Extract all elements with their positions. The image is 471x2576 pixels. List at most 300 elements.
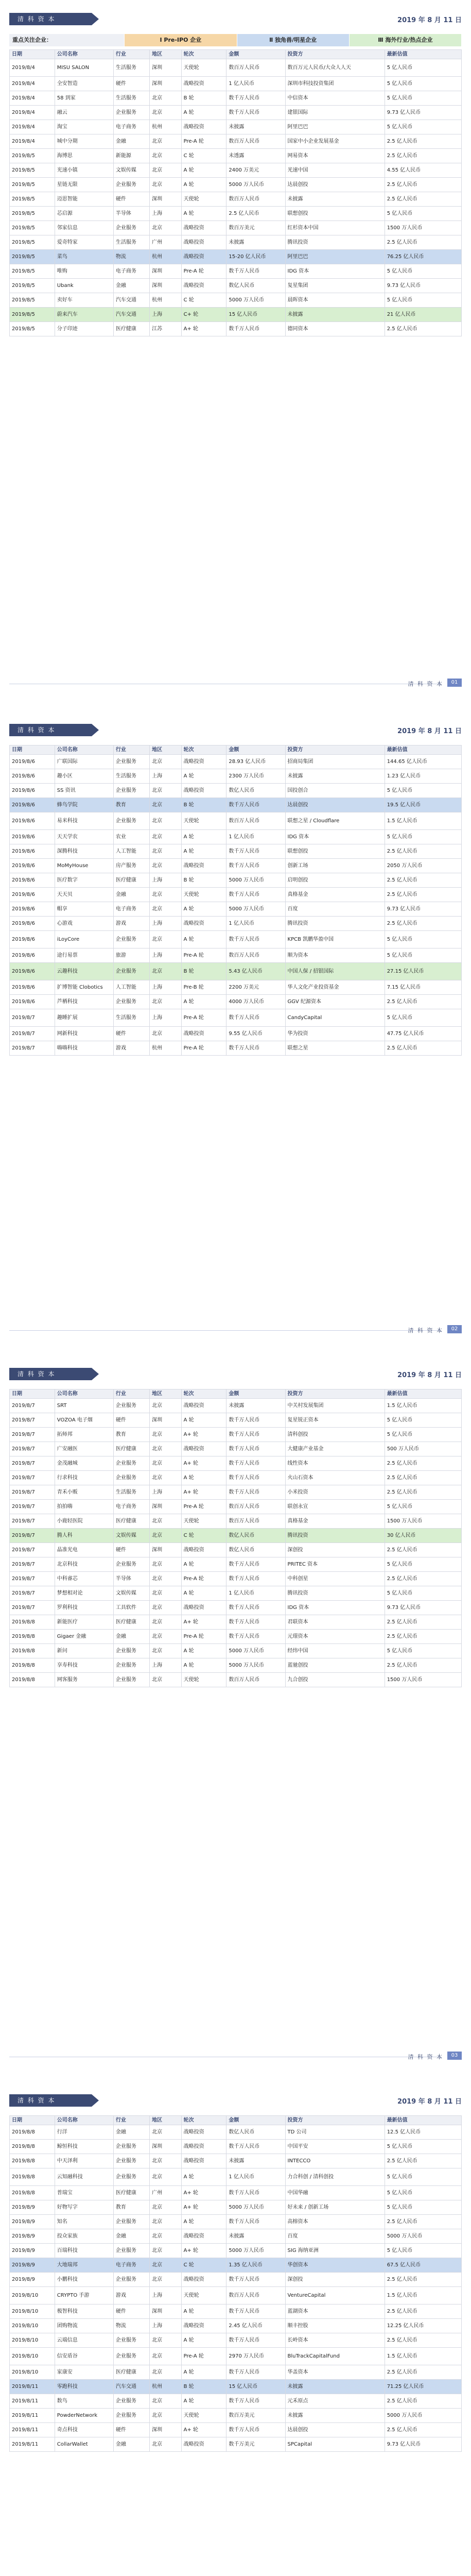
round-cell: A+ 轮 xyxy=(181,2244,226,2258)
amount-cell: 数百万人民币 xyxy=(226,948,285,963)
round-cell: 天使轮 xyxy=(181,1673,226,1687)
industry-cell: 医疗健康 xyxy=(113,1615,149,1630)
column-header-investor: 投资方 xyxy=(285,745,385,755)
round-cell: A 轮 xyxy=(181,1413,226,1428)
table-row xyxy=(10,784,462,798)
report-page-2 xyxy=(0,711,471,1345)
investor-cell: 长岭资本 xyxy=(285,2333,385,2348)
company-cell: 拍拍嗨 xyxy=(55,1500,113,1514)
valuation-cell: 2.5 亿人民币 xyxy=(385,322,461,336)
column-header-industry: 行业 xyxy=(113,2116,149,2125)
amount-cell: 15 亿人民币 xyxy=(226,308,285,322)
legend-item-unicorn: Ⅱ 独角兽/明星企业 xyxy=(237,34,350,46)
valuation-cell: 2.5 亿人民币 xyxy=(385,235,461,250)
investor-cell: 创新工场 xyxy=(285,859,385,873)
amount-cell: 数亿人民币 xyxy=(226,1529,285,1543)
investor-cell: 大健康产业基金 xyxy=(285,1442,385,1456)
region-cell: 北京 xyxy=(150,798,181,812)
company-cell: 深腾科技 xyxy=(55,844,113,859)
company-cell: 菜鸟 xyxy=(55,250,113,264)
date-cell: 2019/8/4 xyxy=(10,106,55,120)
investor-cell: 顺丰控股 xyxy=(285,2319,385,2333)
round-cell: A 轮 xyxy=(181,1471,226,1485)
date-cell: 2019/8/7 xyxy=(10,1485,55,1500)
industry-cell: 游戏 xyxy=(113,2287,149,2304)
date-cell: 2019/8/7 xyxy=(10,1601,55,1615)
investor-cell: 国投创合 xyxy=(285,784,385,798)
amount-cell: 15-20 亿人民币 xyxy=(226,250,285,264)
report-date: 2019 年 8 月 11 日 xyxy=(397,727,462,735)
valuation-cell: 12.25 亿人民币 xyxy=(385,2319,461,2333)
investor-cell: 未披露 xyxy=(285,308,385,322)
date-cell: 2019/8/7 xyxy=(10,1500,55,1514)
table-row xyxy=(10,2437,462,2452)
region-cell: 北京 xyxy=(150,163,181,178)
investor-cell: 火山石资本 xyxy=(285,1471,385,1485)
company-cell: CRYPTO 手游 xyxy=(55,2287,113,2304)
investor-cell: 未披露 xyxy=(285,2380,385,2394)
report-date: 2019 年 8 月 11 日 xyxy=(397,1371,462,1379)
region-cell: 北京 xyxy=(150,2348,181,2365)
industry-cell: 电子商务 xyxy=(113,1500,149,1514)
date-cell: 2019/8/7 xyxy=(10,1041,55,1056)
industry-cell: 电子商务 xyxy=(113,120,149,134)
industry-cell: 金融 xyxy=(113,888,149,902)
round-cell: A 轮 xyxy=(181,1557,226,1572)
region-cell: 北京 xyxy=(150,91,181,106)
column-header-investor: 投资方 xyxy=(285,1389,385,1399)
investor-cell: 网易资本 xyxy=(285,149,385,163)
investor-cell: 复星锐正资本 xyxy=(285,1413,385,1428)
investor-cell: IDG 资本 xyxy=(285,264,385,279)
table-row xyxy=(10,134,462,149)
industry-cell: 文娱传媒 xyxy=(113,1529,149,1543)
region-cell: 北京 xyxy=(150,1673,181,1687)
footer-text: 清 科 资 本 xyxy=(408,1327,443,1334)
investor-cell: 清科创投 xyxy=(285,1428,385,1442)
company-cell: 蔚来汽车 xyxy=(55,308,113,322)
investor-cell: 联想之星 xyxy=(285,1041,385,1056)
round-cell: 战略投资 xyxy=(181,2154,226,2168)
region-cell: 北京 xyxy=(150,1557,181,1572)
footer-text: 清 科 资 本 xyxy=(408,2054,443,2060)
date-cell: 2019/8/6 xyxy=(10,812,55,830)
page-footer xyxy=(9,1324,462,1336)
table-row xyxy=(10,120,462,134)
investor-cell: IDG 资本 xyxy=(285,830,385,844)
valuation-cell: 27.15 亿人民币 xyxy=(385,963,461,980)
region-cell: 北京 xyxy=(150,784,181,798)
table-row xyxy=(10,163,462,178)
region-cell: 上海 xyxy=(150,917,181,931)
table-row xyxy=(10,250,462,264)
table-row xyxy=(10,931,462,948)
industry-cell: 汽车交通 xyxy=(113,2380,149,2394)
investor-cell: 国家中小企业发展基金 xyxy=(285,134,385,149)
company-cell: 芯启源 xyxy=(55,207,113,221)
column-header-company: 公司名称 xyxy=(55,2116,113,2125)
valuation-cell: 2.5 亿人民币 xyxy=(385,1658,461,1673)
region-cell: 北京 xyxy=(150,1572,181,1586)
region-cell: 上海 xyxy=(150,948,181,963)
company-cell: 帽享 xyxy=(55,902,113,917)
table-row xyxy=(10,2258,462,2273)
industry-cell: 企业服务 xyxy=(113,2394,149,2409)
date-cell: 2019/8/5 xyxy=(10,264,55,279)
company-cell: 卖好车 xyxy=(55,293,113,308)
column-header-region: 地区 xyxy=(150,50,181,59)
investor-cell: 晨晖资本 xyxy=(285,293,385,308)
round-cell: Pre-A 轮 xyxy=(181,2348,226,2365)
investor-cell: 红杉资本中国 xyxy=(285,221,385,235)
round-cell: A+ 轮 xyxy=(181,2186,226,2200)
region-cell: 杭州 xyxy=(150,1041,181,1056)
round-cell: 战略投资 xyxy=(181,235,226,250)
table-row xyxy=(10,1601,462,1615)
round-cell: B 轮 xyxy=(181,91,226,106)
table-row xyxy=(10,859,462,873)
investor-cell: 中关村发展集团 xyxy=(285,1399,385,1413)
table-row xyxy=(10,2380,462,2394)
date-cell: 2019/8/7 xyxy=(10,1027,55,1041)
industry-cell: 生活服务 xyxy=(113,769,149,784)
amount-cell: 5000 万人民币 xyxy=(226,902,285,917)
amount-cell: 数千万人民币 xyxy=(226,2304,285,2319)
table-row xyxy=(10,2168,462,2186)
valuation-cell: 19.5 亿人民币 xyxy=(385,798,461,812)
column-header-date: 日期 xyxy=(10,745,55,755)
valuation-cell: 5 亿人民币 xyxy=(385,784,461,798)
company-cell: 鲸恒科技 xyxy=(55,2140,113,2154)
amount-cell: 未透露 xyxy=(226,149,285,163)
investor-cell: 腾讯投资 xyxy=(285,1529,385,1543)
table-row xyxy=(10,980,462,995)
round-cell: 战略投资 xyxy=(181,1442,226,1456)
investor-cell: 深创投 xyxy=(285,2273,385,2287)
company-cell: 奇点科技 xyxy=(55,2423,113,2437)
region-cell: 深圳 xyxy=(150,192,181,207)
amount-cell: 数千万人民币 xyxy=(226,2394,285,2409)
page-header xyxy=(9,1366,462,1382)
industry-cell: 金融 xyxy=(113,1630,149,1644)
company-cell: 医疗数字 xyxy=(55,873,113,888)
industry-cell: 金融 xyxy=(113,134,149,149)
valuation-cell: 1.5 亿人民币 xyxy=(385,2287,461,2304)
industry-cell: 工具软件 xyxy=(113,1601,149,1615)
round-cell: B 轮 xyxy=(181,2380,226,2394)
round-cell: 战略投资 xyxy=(181,859,226,873)
company-cell: 拓师邦 xyxy=(55,1428,113,1442)
region-cell: 上海 xyxy=(150,2319,181,2333)
company-cell: 唯购 xyxy=(55,264,113,279)
company-cell: 趣睡扩展 xyxy=(55,1009,113,1027)
round-cell: A 轮 xyxy=(181,2365,226,2380)
amount-cell: 数千万人民币 xyxy=(226,1601,285,1615)
amount-cell: 数千万人民币 xyxy=(226,1413,285,1428)
round-cell: Pre-A 轮 xyxy=(181,264,226,279)
investor-cell: 君联资本 xyxy=(285,1615,385,1630)
date-cell: 2019/8/8 xyxy=(10,1673,55,1687)
industry-cell: 电子商务 xyxy=(113,902,149,917)
investor-cell: 真格基金 xyxy=(285,888,385,902)
round-cell: 战略投资 xyxy=(181,1543,226,1557)
industry-cell: 新能源 xyxy=(113,149,149,163)
amount-cell: 5000 万人民币 xyxy=(226,1658,285,1673)
company-cell: 享寿科技 xyxy=(55,1658,113,1673)
company-cell: Gigaer 金融 xyxy=(55,1630,113,1644)
round-cell: A 轮 xyxy=(181,769,226,784)
round-cell: Pre-A 轮 xyxy=(181,1630,226,1644)
amount-cell: 数百万美元 xyxy=(226,2409,285,2423)
region-cell: 上海 xyxy=(150,980,181,995)
company-cell: 极智科技 xyxy=(55,2304,113,2319)
table-row xyxy=(10,2273,462,2287)
amount-cell: 数千万人民币 xyxy=(226,91,285,106)
valuation-cell: 2.5 亿人民币 xyxy=(385,1041,461,1056)
valuation-cell: 2.5 亿人民币 xyxy=(385,2423,461,2437)
date-cell: 2019/8/8 xyxy=(10,2125,55,2140)
company-cell: 百瑞科技 xyxy=(55,2244,113,2258)
table-row xyxy=(10,2200,462,2215)
round-cell: 战略投资 xyxy=(181,221,226,235)
date-cell: 2019/8/7 xyxy=(10,1529,55,1543)
amount-cell: 9.55 亿人民币 xyxy=(226,1027,285,1041)
round-cell: A 轮 xyxy=(181,2394,226,2409)
round-cell: A 轮 xyxy=(181,1644,226,1658)
company-cell: 易米科技 xyxy=(55,812,113,830)
date-cell: 2019/8/10 xyxy=(10,2348,55,2365)
amount-cell: 5000 万人民币 xyxy=(226,2200,285,2215)
round-cell: A 轮 xyxy=(181,163,226,178)
table-row xyxy=(10,1673,462,1687)
valuation-cell: 1500 万人民币 xyxy=(385,1514,461,1529)
valuation-cell: 5 亿人民币 xyxy=(385,2168,461,2186)
industry-cell: 电子商务 xyxy=(113,2258,149,2273)
round-cell: A+ 轮 xyxy=(181,1615,226,1630)
date-cell: 2019/8/8 xyxy=(10,2140,55,2154)
valuation-cell: 500 万人民币 xyxy=(385,1442,461,1456)
deals-table-4 xyxy=(9,2115,462,2452)
industry-cell: 生活服务 xyxy=(113,91,149,106)
amount-cell: 数千万人民币 xyxy=(226,1630,285,1644)
valuation-cell: 2050 万人民币 xyxy=(385,859,461,873)
column-header-amount: 金额 xyxy=(226,50,285,59)
investor-cell: 高榕资本 xyxy=(285,2215,385,2229)
valuation-cell: 2.5 亿人民币 xyxy=(385,178,461,192)
round-cell: 天使轮 xyxy=(181,888,226,902)
valuation-cell: 5 亿人民币 xyxy=(385,2186,461,2200)
table-header-row xyxy=(10,1389,462,1399)
investor-cell: 中国华融 xyxy=(285,2186,385,2200)
amount-cell: 数千万人民币 xyxy=(226,859,285,873)
region-cell: 北京 xyxy=(150,1456,181,1471)
amount-cell: 数千万人民币 xyxy=(226,2215,285,2229)
table-row xyxy=(10,2319,462,2333)
valuation-cell: 1500 万人民币 xyxy=(385,1673,461,1687)
valuation-cell: 2.5 亿人民币 xyxy=(385,2394,461,2409)
industry-cell: 企业服务 xyxy=(113,1673,149,1687)
amount-cell: 28.93 亿人民币 xyxy=(226,755,285,769)
industry-cell: 企业服务 xyxy=(113,1399,149,1413)
amount-cell: 5000 万人民币 xyxy=(226,178,285,192)
date-cell: 2019/8/5 xyxy=(10,279,55,293)
company-cell: 光速小镇 xyxy=(55,163,113,178)
date-cell: 2019/8/10 xyxy=(10,2319,55,2333)
table-row xyxy=(10,1009,462,1027)
region-cell: 北京 xyxy=(150,134,181,149)
region-cell: 北京 xyxy=(150,1529,181,1543)
company-cell: 天天学农 xyxy=(55,830,113,844)
table-row xyxy=(10,1027,462,1041)
legend-item-pre-ipo: Ⅰ Pre-IPO 企业 xyxy=(125,34,237,46)
investor-cell: IDG 资本 xyxy=(285,1601,385,1615)
date-cell: 2019/8/6 xyxy=(10,902,55,917)
table-row xyxy=(10,293,462,308)
table-row xyxy=(10,1658,462,1673)
date-cell: 2019/8/7 xyxy=(10,1586,55,1601)
company-cell: SS 资讯 xyxy=(55,784,113,798)
investor-cell: 力合科创 / 清科创投 xyxy=(285,2168,385,2186)
round-cell: 天使轮 xyxy=(181,812,226,830)
table-row xyxy=(10,902,462,917)
amount-cell: 数亿人民币 xyxy=(226,279,285,293)
date-cell: 2019/8/11 xyxy=(10,2394,55,2409)
page-footer xyxy=(9,2050,462,2063)
round-cell: 天使轮 xyxy=(181,192,226,207)
footer-text: 清 科 资 本 xyxy=(408,681,443,687)
amount-cell: 数千万人民币 xyxy=(226,2140,285,2154)
valuation-cell: 5 亿人民币 xyxy=(385,1500,461,1514)
round-cell: C 轮 xyxy=(181,149,226,163)
industry-cell: 硬件 xyxy=(113,2423,149,2437)
round-cell: A 轮 xyxy=(181,902,226,917)
investor-cell: 达晨创投 xyxy=(285,2423,385,2437)
valuation-cell: 9.73 亿人民币 xyxy=(385,902,461,917)
amount-cell: 未披露 xyxy=(226,2154,285,2168)
investor-cell: SIG 海纳亚洲 xyxy=(285,2244,385,2258)
round-cell: 天使轮 xyxy=(181,1514,226,1529)
valuation-cell: 2.5 亿人民币 xyxy=(385,995,461,1009)
date-cell: 2019/8/4 xyxy=(10,59,55,77)
investor-cell: 腾讯投资 xyxy=(285,1586,385,1601)
amount-cell: 2300 万人民币 xyxy=(226,769,285,784)
industry-cell: 企业服务 xyxy=(113,2409,149,2423)
investor-cell: 百度 xyxy=(285,2229,385,2244)
amount-cell: 5.43 亿人民币 xyxy=(226,963,285,980)
company-cell: 全安智造 xyxy=(55,77,113,91)
date-cell: 2019/8/5 xyxy=(10,308,55,322)
table-row xyxy=(10,235,462,250)
amount-cell: 数千万人民币 xyxy=(226,1615,285,1630)
amount-cell: 数千万人民币 xyxy=(226,1442,285,1456)
company-cell: 扩博智能 Clobotics xyxy=(55,980,113,995)
date-cell: 2019/8/7 xyxy=(10,1514,55,1529)
valuation-cell: 2.5 亿人民币 xyxy=(385,1456,461,1471)
table-row xyxy=(10,178,462,192)
table-row xyxy=(10,2333,462,2348)
region-cell: 深圳 xyxy=(150,59,181,77)
region-cell: 北京 xyxy=(150,2409,181,2423)
round-cell: 战略投资 xyxy=(181,1601,226,1615)
industry-cell: 硬件 xyxy=(113,1413,149,1428)
amount-cell: 1 亿人民币 xyxy=(226,1586,285,1601)
round-cell: A+ 轮 xyxy=(181,1456,226,1471)
page-header xyxy=(9,2093,462,2108)
table-row xyxy=(10,948,462,963)
round-cell: 战略投资 xyxy=(181,2125,226,2140)
region-cell: 北京 xyxy=(150,2200,181,2215)
round-cell: A 轮 xyxy=(181,178,226,192)
valuation-cell: 5 亿人民币 xyxy=(385,91,461,106)
report-date: 2019 年 8 月 11 日 xyxy=(397,16,462,24)
valuation-cell: 2.5 亿人民币 xyxy=(385,1543,461,1557)
date-cell: 2019/8/9 xyxy=(10,2273,55,2287)
industry-cell: 游戏 xyxy=(113,1041,149,1056)
region-cell: 北京 xyxy=(150,1630,181,1644)
region-cell: 北京 xyxy=(150,844,181,859)
region-cell: 北京 xyxy=(150,2229,181,2244)
date-cell: 2019/8/9 xyxy=(10,2244,55,2258)
region-cell: 北京 xyxy=(150,2215,181,2229)
report-page-4 xyxy=(0,2081,471,2576)
investor-cell: 未披露 xyxy=(285,2409,385,2423)
region-cell: 北京 xyxy=(150,2365,181,2380)
table-row xyxy=(10,207,462,221)
date-cell: 2019/8/11 xyxy=(10,2437,55,2452)
amount-cell: 5000 万人民币 xyxy=(226,2244,285,2258)
round-cell: 天使轮 xyxy=(181,2409,226,2423)
amount-cell: 1 亿人民币 xyxy=(226,917,285,931)
region-cell: 深圳 xyxy=(150,2140,181,2154)
industry-cell: 医疗健康 xyxy=(113,322,149,336)
table-row xyxy=(10,2186,462,2200)
column-header-region: 地区 xyxy=(150,2116,181,2125)
investor-cell: 联想创投 xyxy=(285,207,385,221)
valuation-cell: 76.25 亿人民币 xyxy=(385,250,461,264)
column-header-round: 轮次 xyxy=(181,1389,226,1399)
company-cell: 好物写字 xyxy=(55,2200,113,2215)
round-cell: B 轮 xyxy=(181,798,226,812)
company-cell: 大地瑞邦 xyxy=(55,2258,113,2273)
company-cell: 北京科技 xyxy=(55,1557,113,1572)
date-cell: 2019/8/9 xyxy=(10,2258,55,2273)
table-row xyxy=(10,1586,462,1601)
valuation-cell: 2.5 亿人民币 xyxy=(385,149,461,163)
industry-cell: 生活服务 xyxy=(113,235,149,250)
company-cell: CollarWallet xyxy=(55,2437,113,2452)
valuation-cell: 5 亿人民币 xyxy=(385,1586,461,1601)
investor-cell: 招商局集团 xyxy=(285,755,385,769)
company-cell: 梦想相对论 xyxy=(55,1586,113,1601)
amount-cell: 数百万人民币 xyxy=(226,1500,285,1514)
industry-cell: 电子商务 xyxy=(113,264,149,279)
valuation-cell: 5 亿人民币 xyxy=(385,1428,461,1442)
amount-cell: 数亿人民币 xyxy=(226,2125,285,2140)
investor-cell: 启明创投 xyxy=(285,873,385,888)
valuation-cell: 1.5 亿人民币 xyxy=(385,2348,461,2365)
deals-table-1 xyxy=(9,49,462,336)
company-cell: 新问 xyxy=(55,1644,113,1658)
region-cell: 深圳 xyxy=(150,1500,181,1514)
amount-cell: 数千万人民币 xyxy=(226,1041,285,1056)
amount-cell: 数百万人民币 xyxy=(226,192,285,207)
company-cell: 团购物流 xyxy=(55,2319,113,2333)
round-cell: 战略投资 xyxy=(181,2140,226,2154)
industry-cell: 硬件 xyxy=(113,1543,149,1557)
round-cell: A 轮 xyxy=(181,2304,226,2319)
report-page-3 xyxy=(0,1355,471,2071)
column-header-valuation: 最新估值 xyxy=(385,1389,461,1399)
